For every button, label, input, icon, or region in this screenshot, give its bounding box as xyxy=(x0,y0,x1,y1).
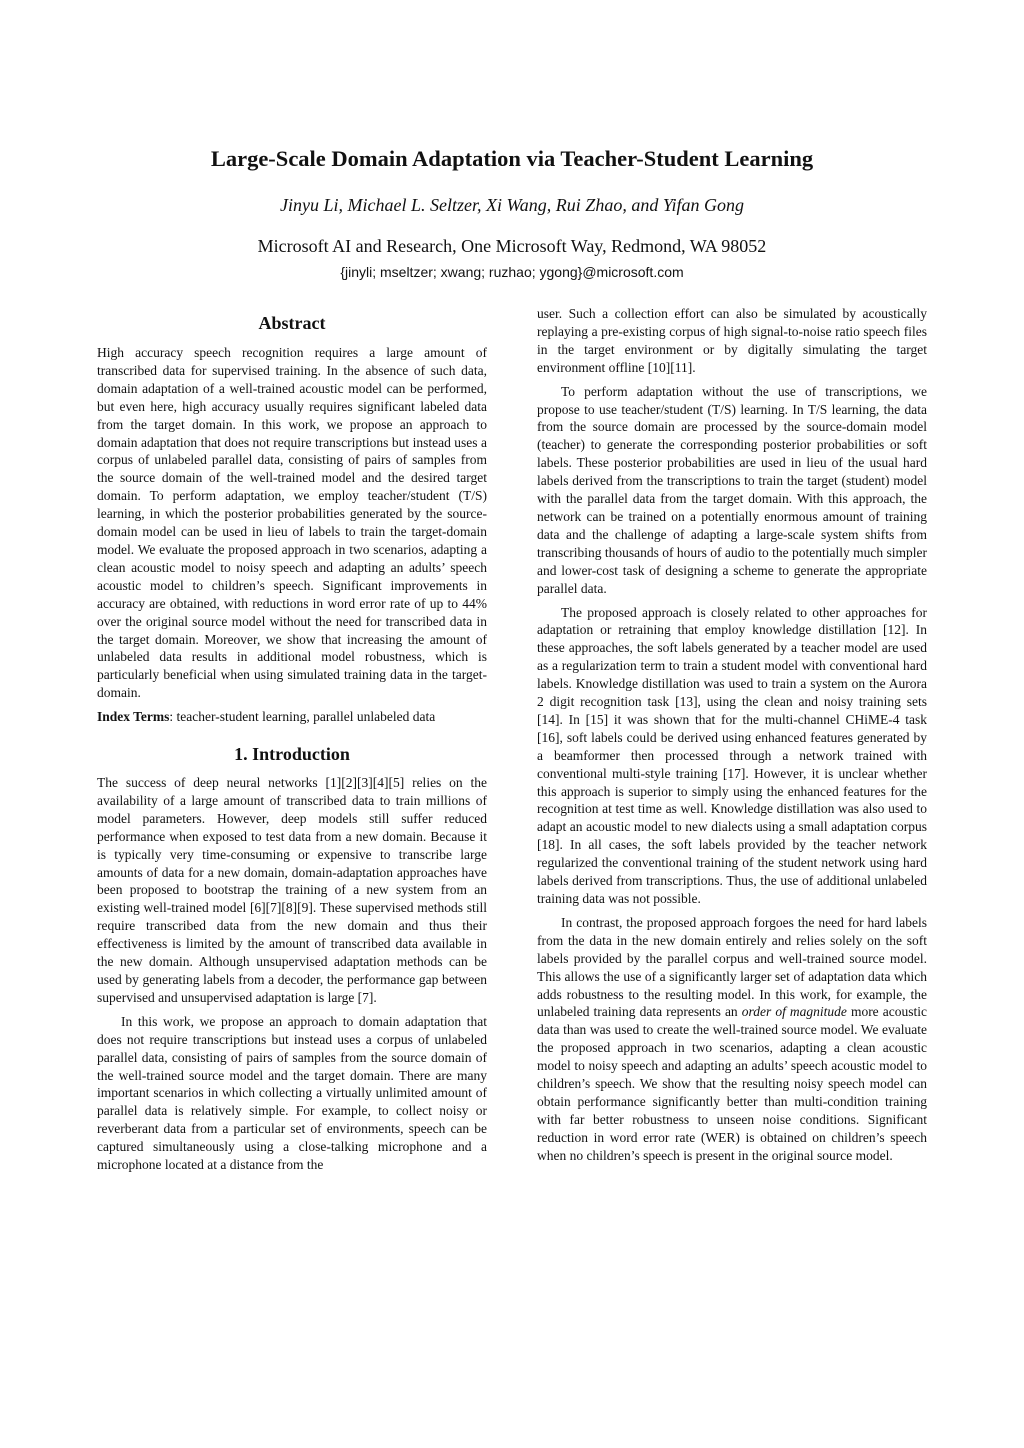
intro-paragraph-1: The success of deep neural networks [1][2][3][4][5] relies on the availability of a large amount of transcribed data to train millions of model parameters. However, deep models still suffer reduced performance when exposed to test data from a new domain. Because it is typically very time-consuming or expensive to transcribe large amounts of data for a new domain, domain-adaptation approaches have been proposed to bootstrap the training of a new system from an existing well-trained model [6][7][8][9]. These supervised methods still require transcribed data from the new domain and thus their effectiveness is limited by the amount of transcribed data available in the new domain. Although unsupervised adaptation methods can be used by generating labels from a decoder, the performance gap between supervised and unsupervised adaptation is large [7]. xyxy=(97,775,487,1005)
left-column xyxy=(97,312,487,1174)
right-column xyxy=(537,305,927,1165)
abstract-heading: Abstract xyxy=(258,313,326,333)
intro-paragraph-4: The proposed approach is closely related to other approaches for adaptation or retraining that employ knowledge distillation [12]. In these approaches, the soft labels generated by a teacher model are used as a regularization term to train a student model with conventional hard labels. Knowledge distillation was used to train a system on the Aurora 2 digit recognition task [13], using the clean and noisy training sets [14]. In [15] it was shown that for the multi-channel CHiME-4 task [16], soft labels could be derived using enhanced features generated by a beamformer then processed through a network trained with conventional multi-style training [17]. However, it is unclear whether this approach is superior to simply using the enhanced features for the recognition at test time as well. Knowledge distillation was also used to adapt an acoustic model to new dialects using a small adaptation corpus [18]. In all cases, the soft labels provided by the teacher network regularized the conventional training of the student network using hard labels derived from transcriptions. Thus, the use of additional unlabeled training data was not possible. xyxy=(537,604,927,906)
intro-paragraph-5-part-a: In contrast, the proposed approach forgoes the need for hard labels from the data in the new domain entirely and relies solely on the soft labels provided by the parallel corpus and well-trained source model. This allows the use of a significantly larger set of adaptation data which adds robustness to the resulting model. In this work, for example, the unlabeled training data represents an xyxy=(537,914,927,1020)
emphasis-order-of-magnitude: order of magnitude xyxy=(741,1004,847,1020)
index-terms-label: Index Terms xyxy=(97,709,170,725)
affiliation: Microsoft AI and Research, One Microsoft Way, Redmond, WA 98052 xyxy=(257,236,767,256)
intro-paragraph-2-continued: user. Such a collection effort can also be simulated by acoustically replaying a pre-existing corpus of high signal-to-noise ratio speech files in the target environment or by digitally simulating the target environment offline [10][11]. xyxy=(537,306,927,375)
intro-paragraph-5 xyxy=(537,914,927,1165)
paper-title: Large-Scale Domain Adaptation via Teacher-Student Learning xyxy=(210,146,814,171)
author-emails: {jinyli; mseltzer; xwang; ruzhao; ygong}@microsoft.com xyxy=(340,264,684,280)
intro-paragraph-2: In this work, we propose an approach to domain adaptation that does not require transcriptions but instead uses a corpus of unlabeled parallel data, consisting of pairs of samples from the source domain of the well-trained source model and the target domain. There are many important scenarios in which collecting a virtually unlimited amount of parallel data is relatively simple. For example, to collect noisy or reverberant data from a particular set of environments, speech can be captured simultaneously using a close-talking microphone and a microphone located at a distance from the xyxy=(97,1013,487,1173)
intro-paragraph-5-part-b: more acoustic data than was used to create the well-trained source model. We evaluate the proposed approach in two scenarios, adapting a clean acoustic model to noisy speech and adapting an adults’ speech acoustic model to children’s speech. We show that the resulting noisy speech model can obtain performance significantly better than multi-condition training with far better robustness to unseen noise conditions. Significant reduction in word error rate (WER) is obtained on children’s speech when no children’s speech is present in the original source model. xyxy=(537,1004,927,1163)
introduction-heading: 1. Introduction xyxy=(234,744,350,765)
author-list: Jinyu Li, Michael L. Seltzer, Xi Wang, Rui Zhao, and Yifan Gong xyxy=(280,195,744,215)
index-terms-text: : teacher-student learning, parallel unlabeled data xyxy=(169,709,436,725)
index-terms xyxy=(97,708,487,726)
intro-paragraph-3: To perform adaptation without the use of transcriptions, we propose to use teacher/student (T/S) learning. In T/S learning, the data from the source domain are processed by the source-domain model (teacher) to generate the corresponding posterior probabilities or soft labels. These posterior probabilities are used in lieu of the usual hard labels derived from the transcriptions to train the target (student) model with the parallel data from the target domain. With this approach, the network can be trained on a potentially enormous amount of training data and the challenge of adapting a large-scale system shifts from transcribing thousands of hours of audio to the potentially much simpler and lower-cost task of designing a scheme to generate the appropriate parallel data. xyxy=(537,383,927,596)
abstract-text: High accuracy speech recognition requires a large amount of transcribed data for supervised training. In the absence of such data, domain adaptation of a well-trained acoustic model can be performed, but even here, high accuracy usually requires significant labeled data from the target domain. In this work, we propose an approach to domain adaptation that does not require transcriptions but instead uses a corpus of unlabeled parallel data, consisting of pairs of samples from the source domain of the well-trained model and the desired target domain. To perform adaptation, we employ teacher/student (T/S) learning, in which the posterior probabilities generated by the source-domain model can be used in lieu of labels to train the target-domain model. We evaluate the proposed approach in two scenarios, adapting a clean acoustic model to noisy speech and adapting an adults’ speech acoustic model to children’s speech. Significant improvements in accuracy are obtained, with reductions in word error rate of up to 44% over the original source model without the need for transcribed data in the target domain. Moreover, we show that increasing the amount of unlabeled data results in additional model robustness, which is particularly beneficial when using simulated training data in the target-domain. xyxy=(97,345,487,701)
